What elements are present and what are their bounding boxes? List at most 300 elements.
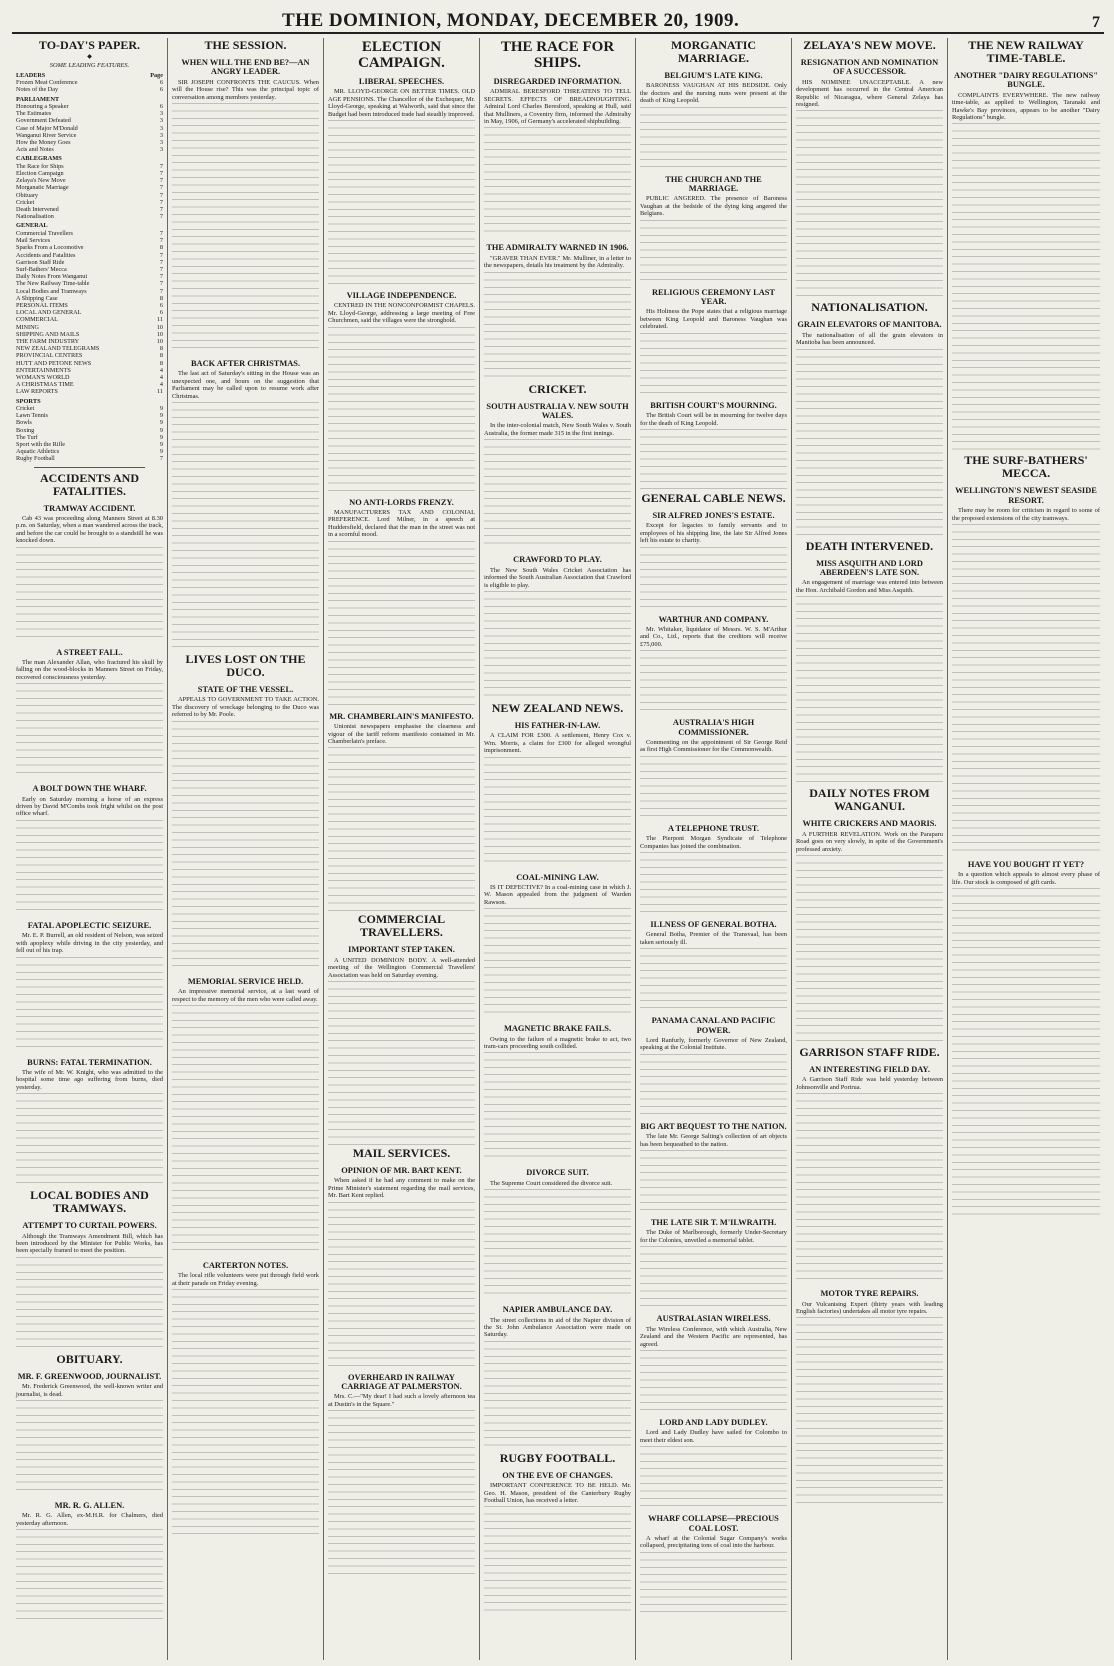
toc-row (16, 146, 163, 153)
story-headline: GENERAL CABLE NEWS. (641, 490, 786, 505)
toc-entry-label: Case of Major M'Donald (16, 124, 78, 132)
toc-row (16, 434, 163, 441)
story (484, 1168, 631, 1299)
toc-entry-label: LOCAL AND GENERAL (16, 309, 82, 317)
toc-row (16, 374, 163, 381)
body-text-lines (328, 981, 475, 1146)
story (484, 873, 631, 1019)
toc-entry-page: 7 (159, 280, 163, 288)
story-lead: When asked if he had any comment to make on the Prime Minister's statement regarding the mail services, Mr. Bart Kent replied. (328, 1177, 475, 1200)
toc-entry-label: Bowls (16, 419, 32, 427)
story (16, 1189, 163, 1352)
col5-stories (640, 39, 787, 1614)
toc-entry-label: SHIPPING AND MAILS (16, 330, 80, 338)
page-number: 7 (1092, 14, 1100, 31)
body-text-lines (172, 103, 319, 353)
story-subheading: WARTHUR AND COMPANY. (658, 614, 769, 624)
toc-entry-label: A CHRISTMAS TIME (16, 381, 74, 389)
story-headline: DAILY NOTES FROM WANGANUI. (809, 786, 930, 814)
story-subheading: SOUTH AUSTRALIA V. NEW SOUTH WALES. (486, 401, 629, 421)
story-lead: Lord and Lady Dudley have sailed for Colombo to meet their eldest son. (640, 1429, 787, 1444)
toc-row (16, 427, 163, 434)
story (640, 492, 787, 609)
story (952, 454, 1100, 854)
body-text-lines (640, 107, 787, 169)
story-lead: Mr. Whitaker, liquidator of Messrs. W. S. M'Arthur and Co., Ltd., reports that the creditors will receive £75,000. (640, 625, 787, 648)
toc-entry-label: The Turf (16, 433, 38, 441)
toc-row (16, 192, 163, 199)
toc-entry-label: Nationalisation (16, 213, 54, 221)
story (484, 555, 631, 701)
body-text-lines (328, 1202, 475, 1367)
todays-paper-subtitle: SOME LEADING FEATURES. (49, 62, 130, 70)
story-subheading: HIS FATHER-IN-LAW. (514, 720, 601, 730)
toc-row (16, 412, 163, 419)
story-subheading: NO ANTI-LORDS FRENZY. (349, 497, 454, 507)
story-subheading: MISS ASQUITH AND LORD ABERDEEN'S LATE SON. (816, 558, 923, 578)
story-lead: The New South Wales Cricket Association has informed the South Australian Association that Crawford is eligible to play. (484, 566, 631, 589)
story-lead: MANUFACTURERS TAX AND COLONIAL PREFERENCE. Lord Milner, in a speech at Huddersfield, declared that the man in the street was not in a scornful mood. (328, 509, 475, 539)
story-lead: PUBLIC ANGERED. The presence of Baroness Vaughan at the bedside of the dying king angered the Belgians. (640, 195, 787, 218)
body-text-lines (640, 650, 787, 712)
body-text-lines (16, 820, 163, 915)
toc-row (16, 125, 163, 132)
toc-entry-label: Cricket (16, 198, 35, 206)
story-lead: In a question which appeals to almost every phase of life. Our stock is composed of gift cards. (952, 871, 1100, 886)
story (952, 860, 1100, 1218)
story-subheading: MR. F. GREENWOOD, JOURNALIST. (17, 1371, 162, 1381)
toc-row (16, 177, 163, 184)
story (796, 540, 943, 787)
story-subheading: BELGIUM'S LATE KING. (664, 71, 763, 80)
toc-entry-page: 7 (159, 455, 163, 463)
story (16, 472, 163, 642)
toc-entry-page: 10 (156, 323, 163, 331)
leaders-label: LEADERS (16, 71, 46, 79)
story-lead: In the inter-colonial match, New South Wales v. South Australia, the former made 315 in the first innings. (484, 422, 631, 437)
toc-row (16, 280, 163, 287)
story-lead: The nationalisation of all the grain elevators in Manitoba has been announced. (796, 331, 943, 347)
story (796, 301, 943, 538)
story-subheading: WELLINGTON'S NEWEST SEASIDE RESORT. (955, 486, 1097, 505)
page-label: Page (150, 71, 163, 79)
toc-entry-page: 8 (159, 352, 163, 360)
story-headline: RUGBY FOOTBALL. (499, 1450, 616, 1465)
story-lead: The street collections in aid of the Napier division of the St. John Ambulance Association were made on Saturday. (484, 1316, 631, 1339)
story-subheading: RESIGNATION AND NOMINATION OF A SUCCESSOR. (800, 58, 939, 77)
toc-row (16, 367, 163, 374)
story-subheading: LORD AND LADY DUDLEY. (659, 1417, 768, 1427)
body-text-lines (172, 721, 319, 971)
newspaper-page (12, 6, 1104, 1660)
story (328, 39, 475, 285)
toc-row (16, 352, 163, 359)
column-7 (948, 38, 1104, 1660)
body-text-lines (640, 1054, 787, 1116)
toc-row (16, 441, 163, 448)
story-lead: There may be room for criticism in regard to some of the proposed extensions of the city tramways. (952, 507, 1100, 522)
toc-entry-label: Sparks From a Locomotive (16, 244, 84, 252)
body-text-lines (16, 957, 163, 1052)
body-text-lines (484, 1506, 631, 1616)
story (640, 1218, 787, 1308)
body-text-lines (952, 123, 1100, 453)
toc-entry-page: 4 (159, 381, 163, 389)
story-headline: NATIONALISATION. (811, 300, 928, 315)
story-headline: ACCIDENTS AND FATALITIES. (39, 470, 140, 498)
parliament-label: PARLIAMENT (16, 95, 60, 103)
toc-entry-page: 6 (159, 86, 163, 94)
toc-row (16, 213, 163, 220)
toc-entry-page: 9 (159, 433, 163, 441)
toc-entry-label: HUTT AND PETONE NEWS (16, 359, 92, 367)
toc-row (16, 117, 163, 124)
story (796, 787, 943, 1045)
story-lead: Our Vulcanising Expert (thirty years with leading English factories) undertakes all motor tyre repairs. (796, 1300, 943, 1315)
story-lead: A CLAIM FOR £300. A settlement, Henry Cox v. Wm. Morris, a claim for £300 for alleged wrongful imprisonment. (484, 732, 631, 755)
story (16, 648, 163, 779)
toc-entry-page: 10 (156, 337, 163, 345)
story-subheading: ON THE EVE OF CHANGES. (502, 1470, 613, 1480)
toc-row (16, 230, 163, 237)
toc-row (16, 206, 163, 213)
story (328, 291, 475, 492)
toc-entry-label: The Race for Ships (16, 162, 64, 170)
body-text-lines (16, 1257, 163, 1352)
toc-entry-page: 10 (156, 330, 163, 338)
toc-entry-page: 6 (159, 103, 163, 111)
toc-entry-page: 6 (159, 309, 163, 317)
story-subheading: STATE OF THE VESSEL. (197, 685, 294, 695)
story (640, 1418, 787, 1508)
story-lead: Cab 43 was proceeding along Manners Street at 8.30 p.m. on Saturday, when a man wandered across the track, and before the car could be brought to a standstill he was knocked down. (16, 515, 163, 545)
toc-entry-page: 9 (159, 412, 163, 420)
story-subheading: WHEN WILL THE END BE?—AN ANGRY LEADER. (181, 58, 310, 77)
story-subheading: TRAMWAY ACCIDENT. (43, 503, 136, 513)
story-subheading: MAGNETIC BRAKE FAILS. (503, 1024, 612, 1034)
story-subheading: BURNS: FATAL TERMINATION. (27, 1057, 152, 1067)
toc-entry-label: Election Campaign (16, 170, 64, 178)
toc-entry-page: 7 (159, 258, 163, 266)
story-headline: THE SESSION. (204, 38, 287, 52)
toc-row (16, 316, 163, 323)
toc-row (16, 266, 163, 273)
toc-parliament (16, 103, 163, 153)
body-text-lines (172, 1005, 319, 1255)
toc-row (16, 132, 163, 139)
body-text-lines (796, 855, 943, 1045)
body-text-lines (796, 349, 943, 539)
toc-row (16, 448, 163, 455)
toc-entry-page: 7 (159, 198, 163, 206)
story-lead: Although the Tramways Amendment Bill, which has been introduced by the Minister for Public Works, has been specially framed to meet the position. (16, 1232, 163, 1255)
toc-entry-page: 7 (159, 265, 163, 273)
story-subheading: LIBERAL SPEECHES. (358, 77, 445, 86)
story-subheading: ATTEMPT TO CURTAIL POWERS. (22, 1221, 157, 1231)
story-lead: The last act of Saturday's sitting in the House was an unexpected one, and hours on the suggestion that Parliament may be called upon to resume work after Christmas. (172, 370, 319, 400)
story (484, 39, 631, 237)
toc-row (16, 338, 163, 345)
toc-entry-page: 8 (159, 244, 163, 252)
body-text-lines (16, 683, 163, 778)
story-lead: The man Alexander Allan, who fractured his skull by falling on the wood-blocks in Manners Street on Friday, recovered consciousness yesterday. (16, 659, 163, 681)
toc-row (16, 79, 163, 86)
body-text-lines (484, 1189, 631, 1299)
story-headline: OBITUARY. (56, 1351, 123, 1366)
toc-entry-label: A Shipping Case (16, 294, 58, 302)
toc-row (16, 455, 163, 462)
story-subheading: ILLNESS OF GENERAL BOTHA. (650, 920, 777, 929)
body-text-lines (640, 1552, 787, 1614)
body-text-lines (484, 757, 631, 867)
body-text-lines (328, 327, 475, 492)
story-subheading: IMPORTANT STEP TAKEN. (348, 945, 455, 955)
story-subheading: NAPIER AMBULANCE DAY. (502, 1305, 613, 1315)
story (172, 359, 319, 652)
story-lead: His Holiness the Pope states that a religious marriage between King Leopold and Baroness Vaughan was celebrated. (640, 308, 787, 331)
story-subheading: A TELEPHONE TRUST. (668, 823, 759, 833)
body-text-lines (484, 127, 631, 237)
story (640, 401, 787, 491)
body-text-lines (796, 1093, 943, 1283)
story-subheading: COAL-MINING LAW. (516, 872, 599, 882)
toc-row (16, 139, 163, 146)
col3-stories (328, 39, 475, 1575)
toc-row (16, 405, 163, 412)
story-lead: The British Court will be in mourning for twelve days for the death of King Leopold. (640, 412, 787, 427)
toc-row (16, 360, 163, 367)
body-text-lines (484, 1341, 631, 1451)
toc-entry-page: 7 (159, 184, 163, 192)
toc-entry-label: Surf-Bathers' Mecca (16, 265, 67, 273)
toc-entry-page: 9 (159, 426, 163, 434)
toc-header (16, 72, 163, 79)
story-subheading: SIR ALFRED JONES'S ESTATE. (652, 510, 775, 520)
body-text-lines (952, 888, 1100, 1218)
toc-entry-label: PERSONAL ITEMS (16, 301, 68, 309)
toc-entry-page: 9 (159, 419, 163, 427)
story-lead: The wife of Mr. W. Knight, who was admitted to the hospital some time ago suffering from burns, died yesterday. (16, 1068, 163, 1091)
toc-entry-label: Obituary (16, 191, 38, 199)
story (640, 718, 787, 818)
column-2 (168, 38, 324, 1660)
story-headline: LIVES LOST ON THE DUCO. (185, 652, 306, 680)
toc-entry-label: Local Bodies and Tramways (16, 287, 87, 295)
body-text-lines (172, 1289, 319, 1539)
story (484, 1024, 631, 1162)
story-subheading: VILLAGE INDEPENDENCE. (346, 291, 457, 301)
toc-sections (16, 302, 163, 396)
story-lead: Owing to the failure of a magnetic brake to act, two tram-cars proceeding south collided. (484, 1035, 631, 1050)
toc-entry-label: Government Defeated (16, 117, 71, 125)
toc-row (16, 295, 163, 302)
toc-entry-page: 7 (159, 191, 163, 199)
story (328, 712, 475, 913)
story-lead: IMPORTANT CONFERENCE TO BE HELD. Mr. Geo. H. Mason, president of the Canterbury Rugby Football Union, has received a letter. (484, 1482, 631, 1505)
toc-row (16, 184, 163, 191)
story-subheading: MR. CHAMBERLAIN'S MANIFESTO. (329, 711, 474, 721)
story (16, 784, 163, 915)
story (172, 653, 319, 971)
toc-entry-label: THE FARM INDUSTRY (16, 337, 80, 345)
story (484, 1452, 631, 1617)
story-subheading: A STREET FALL. (56, 647, 123, 657)
story (16, 921, 163, 1052)
toc-row (16, 86, 163, 93)
toc-entry-page: 4 (159, 373, 163, 381)
body-text-lines (640, 1446, 787, 1508)
toc-entry-page: 7 (159, 213, 163, 221)
toc-entry-page: 6 (159, 79, 163, 87)
story-lead: A Garrison Staff Ride was held yesterday between Johnsonville and Porirua. (796, 1076, 943, 1091)
body-text-lines (172, 402, 319, 652)
story-lead: Mr. Frederick Greenwood, the well-known writer and journalist, is dead. (16, 1383, 163, 1398)
body-text-lines (328, 747, 475, 912)
toc-row (16, 103, 163, 110)
story (328, 498, 475, 706)
story (172, 1261, 319, 1539)
toc-entry-page: 6 (159, 301, 163, 309)
toc-leaders (16, 79, 163, 93)
story-lead: Unionist newspapers emphasise the clearness and vigour of the tariff reform manifesto contained in Mr. Chamberlain's preface. (328, 723, 475, 745)
column-3 (324, 38, 480, 1660)
story (796, 1046, 943, 1283)
body-text-lines (640, 333, 787, 395)
story (16, 1501, 163, 1624)
body-text-lines (16, 1400, 163, 1495)
story (640, 288, 787, 395)
story-subheading: MR. R. G. ALLEN. (54, 1500, 125, 1510)
story (16, 1353, 163, 1495)
toc-row (16, 324, 163, 331)
story-lead: ADMIRAL BERESFORD THREATENS TO TELL SECRETS. EFFECTS OF BREADNOUGHTING. Admiral Lord Charles Beresford, speaking at Hull, said that Mulliners, a Coventry firm, informed the Admiralty in May, 1906, of Germany's accelerated shipbuilding. (484, 88, 631, 126)
story-lead: A wharf at the Colonial Sugar Company's works collapsed, precipitating tons of coal into the harbour. (640, 1534, 787, 1550)
toc-entry-label: MINING (16, 323, 40, 331)
story (640, 1016, 787, 1116)
story-subheading: WHITE CRICKERS AND MAORIS. (802, 819, 937, 829)
col2-stories (172, 39, 319, 1539)
story-lead: An engagement of marriage was entered into between the Hon. Archibald Gordon and Miss Asquith. (796, 579, 943, 594)
story-subheading: AUSTRALIA'S HIGH COMMISSIONER. (672, 718, 755, 737)
story-subheading: OPINION OF MR. BART KENT. (341, 1165, 462, 1175)
toc-entry-label: Cricket (16, 404, 35, 412)
toc-entry-label: Wanganui River Service (16, 131, 77, 139)
toc-entry-label: Honouring a Speaker (16, 103, 69, 111)
story-subheading: THE CHURCH AND THE MARRIAGE. (665, 174, 762, 194)
story-subheading: CRAWFORD TO PLAY. (513, 555, 602, 565)
story-subheading: WHARF COLLAPSE—PRECIOUS COAL LOST. (648, 1514, 779, 1533)
col7-stories (952, 39, 1100, 1218)
story-lead: Mrs. C.—"My dear! I had such a lovely afternoon tea at Dustin's in the Square." (328, 1393, 475, 1408)
body-text-lines (16, 1093, 163, 1188)
toc-row (16, 273, 163, 280)
toc-entry-label: Aquatic Athletics (16, 448, 60, 456)
toc-row (16, 309, 163, 316)
story-subheading: HAVE YOU BOUGHT IT YET? (967, 860, 1085, 870)
story-subheading: PANAMA CANAL AND PACIFIC POWER. (651, 1016, 776, 1035)
toc-entry-page: 7 (159, 237, 163, 245)
body-text-lines (16, 1529, 163, 1624)
col6-stories (796, 39, 943, 1507)
toc-entry-label: The Estimates (16, 110, 52, 118)
story-lead: A UNITED DOMINION BODY. A well-attended meeting of the Wellington Commercial Travellers' Association was held on Saturday evening. (328, 956, 475, 979)
body-text-lines (328, 1410, 475, 1575)
story-subheading: AN INTERESTING FIELD DAY. (809, 1064, 930, 1074)
toc-entry-page: 7 (159, 206, 163, 214)
story (172, 977, 319, 1255)
toc-entry-page: 7 (159, 170, 163, 178)
story-subheading: BIG ART BEQUEST TO THE NATION. (640, 1121, 787, 1131)
story (328, 1147, 475, 1367)
body-text-lines (640, 1350, 787, 1412)
story-lead: CENTRED IN THE NONCONFORMIST CHAPELS. Mr. Lloyd-George, addressing a large meeting of Free Churchmen, said the villages were the stronghold. (328, 302, 475, 325)
body-text-lines (484, 591, 631, 701)
story-headline: THE NEW RAILWAY TIME-TABLE. (968, 38, 1084, 65)
story-lead: MR. LLOYD-GEORGE ON BETTER TIMES. OLD AGE PENSIONS. The Chancellor of the Exchequer, Mr. Lloyd-George, speaking at Walworth, said that since the Budget had been introduced trade had steadily improved. (328, 88, 475, 118)
toc-row (16, 345, 163, 352)
story (484, 702, 631, 867)
body-text-lines (640, 429, 787, 491)
body-text-lines (484, 908, 631, 1018)
toc-row (16, 170, 163, 177)
column-1: TO-DAY'S PAPER. ◆ SOME LEADING FEATURES. LEADERS Page Frozen Meat Conference 6 Notes of the Day 6 PARLIAMENT Honouring a Speaker 6 The Estimates 3 Government Defeated 3 Case of Major M'Donald 3 Wanganui River Service 3 How the Money Goes 3 Acts and Notes 3 CABLEGRAMS The Race for Ships 7 Election Campaign 7 Zelaya's New Move 7 Morganatic Marriage 7 Obituary 7 Cricket 7 Death Intervened 7 Nationalisation 7 GENERAL Commercial Travellers 7 Mail Services 7 Sparks From a Locomotive 8 Accidents and Fatalities 7 Garrison Staff Ride 7 Surf-Bathers' Mecca 7 Daily Notes From Wanganui 7 The New Railway Time-table 7 Local Bodies and Tramways 7 A Shipping Case 8 PERSONAL ITEMS 6 LOCAL AND GENERAL 6 COMMERCIAL 11 MINING 10 SHIPPING AND MAILS 10 THE FARM INDUSTRY 10 NEW ZEALAND TELEGRAMS 8 PROVINCIAL CENTRES 8 HUTT AND PETONE NEWS 8 ENTERTAINMENTS 4 WOMAN'S WORLD 4 A CHRISTMAS TIME 4 LAW REPORTS 11 SPORTS Cricket 9 Lawn Tennis 9 Bowls 9 Boxing 9 The Turf 9 Sport with the Rifle 9 Aquatic Athletics 9 Rugby Football 7 ACCIDENTS AND FATALITIES. TRAMWAY ACCIDENT. Cab 43 was proceeding along Manners Street at 8.30 p.m. on Saturday, when a man wandered across the track, and before the car could be brought to a standstill he was knocked down. A STREET FALL. The man Alexander Allan, who fractured his skull by falling on the wood-blocks in Manners Street on Friday, recovered consciousness yesterday. A BOLT DOWN THE WHARF. Early on Saturday morning a horse of an express driven by David M'Combs took fright whilst on the post office wharf. FATAL APOPLECTIC SEIZURE. Mr. E. P. Burrell, an old resident of Nelson, was seized with apoplexy while driving in the city yesterday, and fell out of his trap. BURNS: FATAL TERMINATION. The wife of Mr. W. Knight, who was admitted to the hospital some time ago suffering from burns, died yesterday. LOCAL BODIES AND TRAMWAYS. ATTEMPT TO CURTAIL POWERS. Although the Tramways Amendment Bill, which has been introduced by the Minister for Public Works, has been specially framed to meet the position. OBITUARY. MR. F. GREENWOOD, JOURNALIST. Mr. Frederick Greenwood, the well-known writer and journalist, is dead. MR. R. G. ALLEN. Mr. R. G. Allen, ex-M.H.R. for Chalmers, died yesterday afternoon. (12, 38, 168, 1660)
body-text-lines (484, 1052, 631, 1162)
story (640, 920, 787, 1010)
story-subheading: A BOLT DOWN THE WHARF. (32, 784, 147, 794)
toc-entry-label: Commercial Travellers (16, 229, 73, 237)
story (640, 1122, 787, 1212)
story-headline: GARRISON STAFF RIDE. (799, 1044, 940, 1059)
story-lead: A FURTHER REVELATION. Work on the Paraparu Road goes on very slowly, in spite of the Government's professed anxiety. (796, 830, 943, 853)
toc-entry-label: COMMERCIAL (16, 316, 58, 324)
toc-entry-label: LAW REPORTS (16, 388, 58, 396)
story (640, 1514, 787, 1614)
toc-entry-page: 3 (159, 131, 163, 139)
toc-entry-page: 7 (159, 162, 163, 170)
story (640, 175, 787, 282)
col4-stories (484, 39, 631, 1616)
body-text-lines (640, 220, 787, 282)
body-text-lines (796, 596, 943, 786)
story-subheading: MEMORIAL SERVICE HELD. (187, 976, 304, 986)
toc-entry-label: Morganatic Marriage (16, 184, 69, 192)
toc-sports (16, 405, 163, 463)
body-text-lines (952, 524, 1100, 854)
body-text-lines (640, 852, 787, 914)
toc-entry-page: 7 (159, 287, 163, 295)
toc-entry-page: 9 (159, 404, 163, 412)
toc-entry-page: 3 (159, 117, 163, 125)
body-text-lines (796, 110, 943, 300)
story (484, 1305, 631, 1451)
story (328, 1373, 475, 1576)
body-text-lines (328, 541, 475, 706)
story-lead: Mr. R. G. Allen, ex-M.H.R. for Chalmers, died yesterday afternoon. (16, 1512, 163, 1527)
story-subheading: OVERHEARD IN RAILWAY CARRIAGE AT PALMERSTON. (341, 1372, 462, 1391)
toc-entry-page: 9 (159, 440, 163, 448)
story (640, 615, 787, 713)
sports-label: SPORTS (16, 397, 41, 405)
toc-entry-page: 7 (159, 177, 163, 185)
toc-entry-label: PROVINCIAL CENTRES (16, 352, 83, 360)
toc-entry-label: WOMAN'S WORLD (16, 373, 70, 381)
story (640, 824, 787, 914)
toc-entry-page: 11 (157, 388, 163, 396)
column-4 (480, 38, 636, 1660)
masthead (12, 6, 1104, 34)
story-subheading: BRITISH COURT'S MOURNING. (650, 400, 777, 410)
story (796, 1289, 943, 1507)
